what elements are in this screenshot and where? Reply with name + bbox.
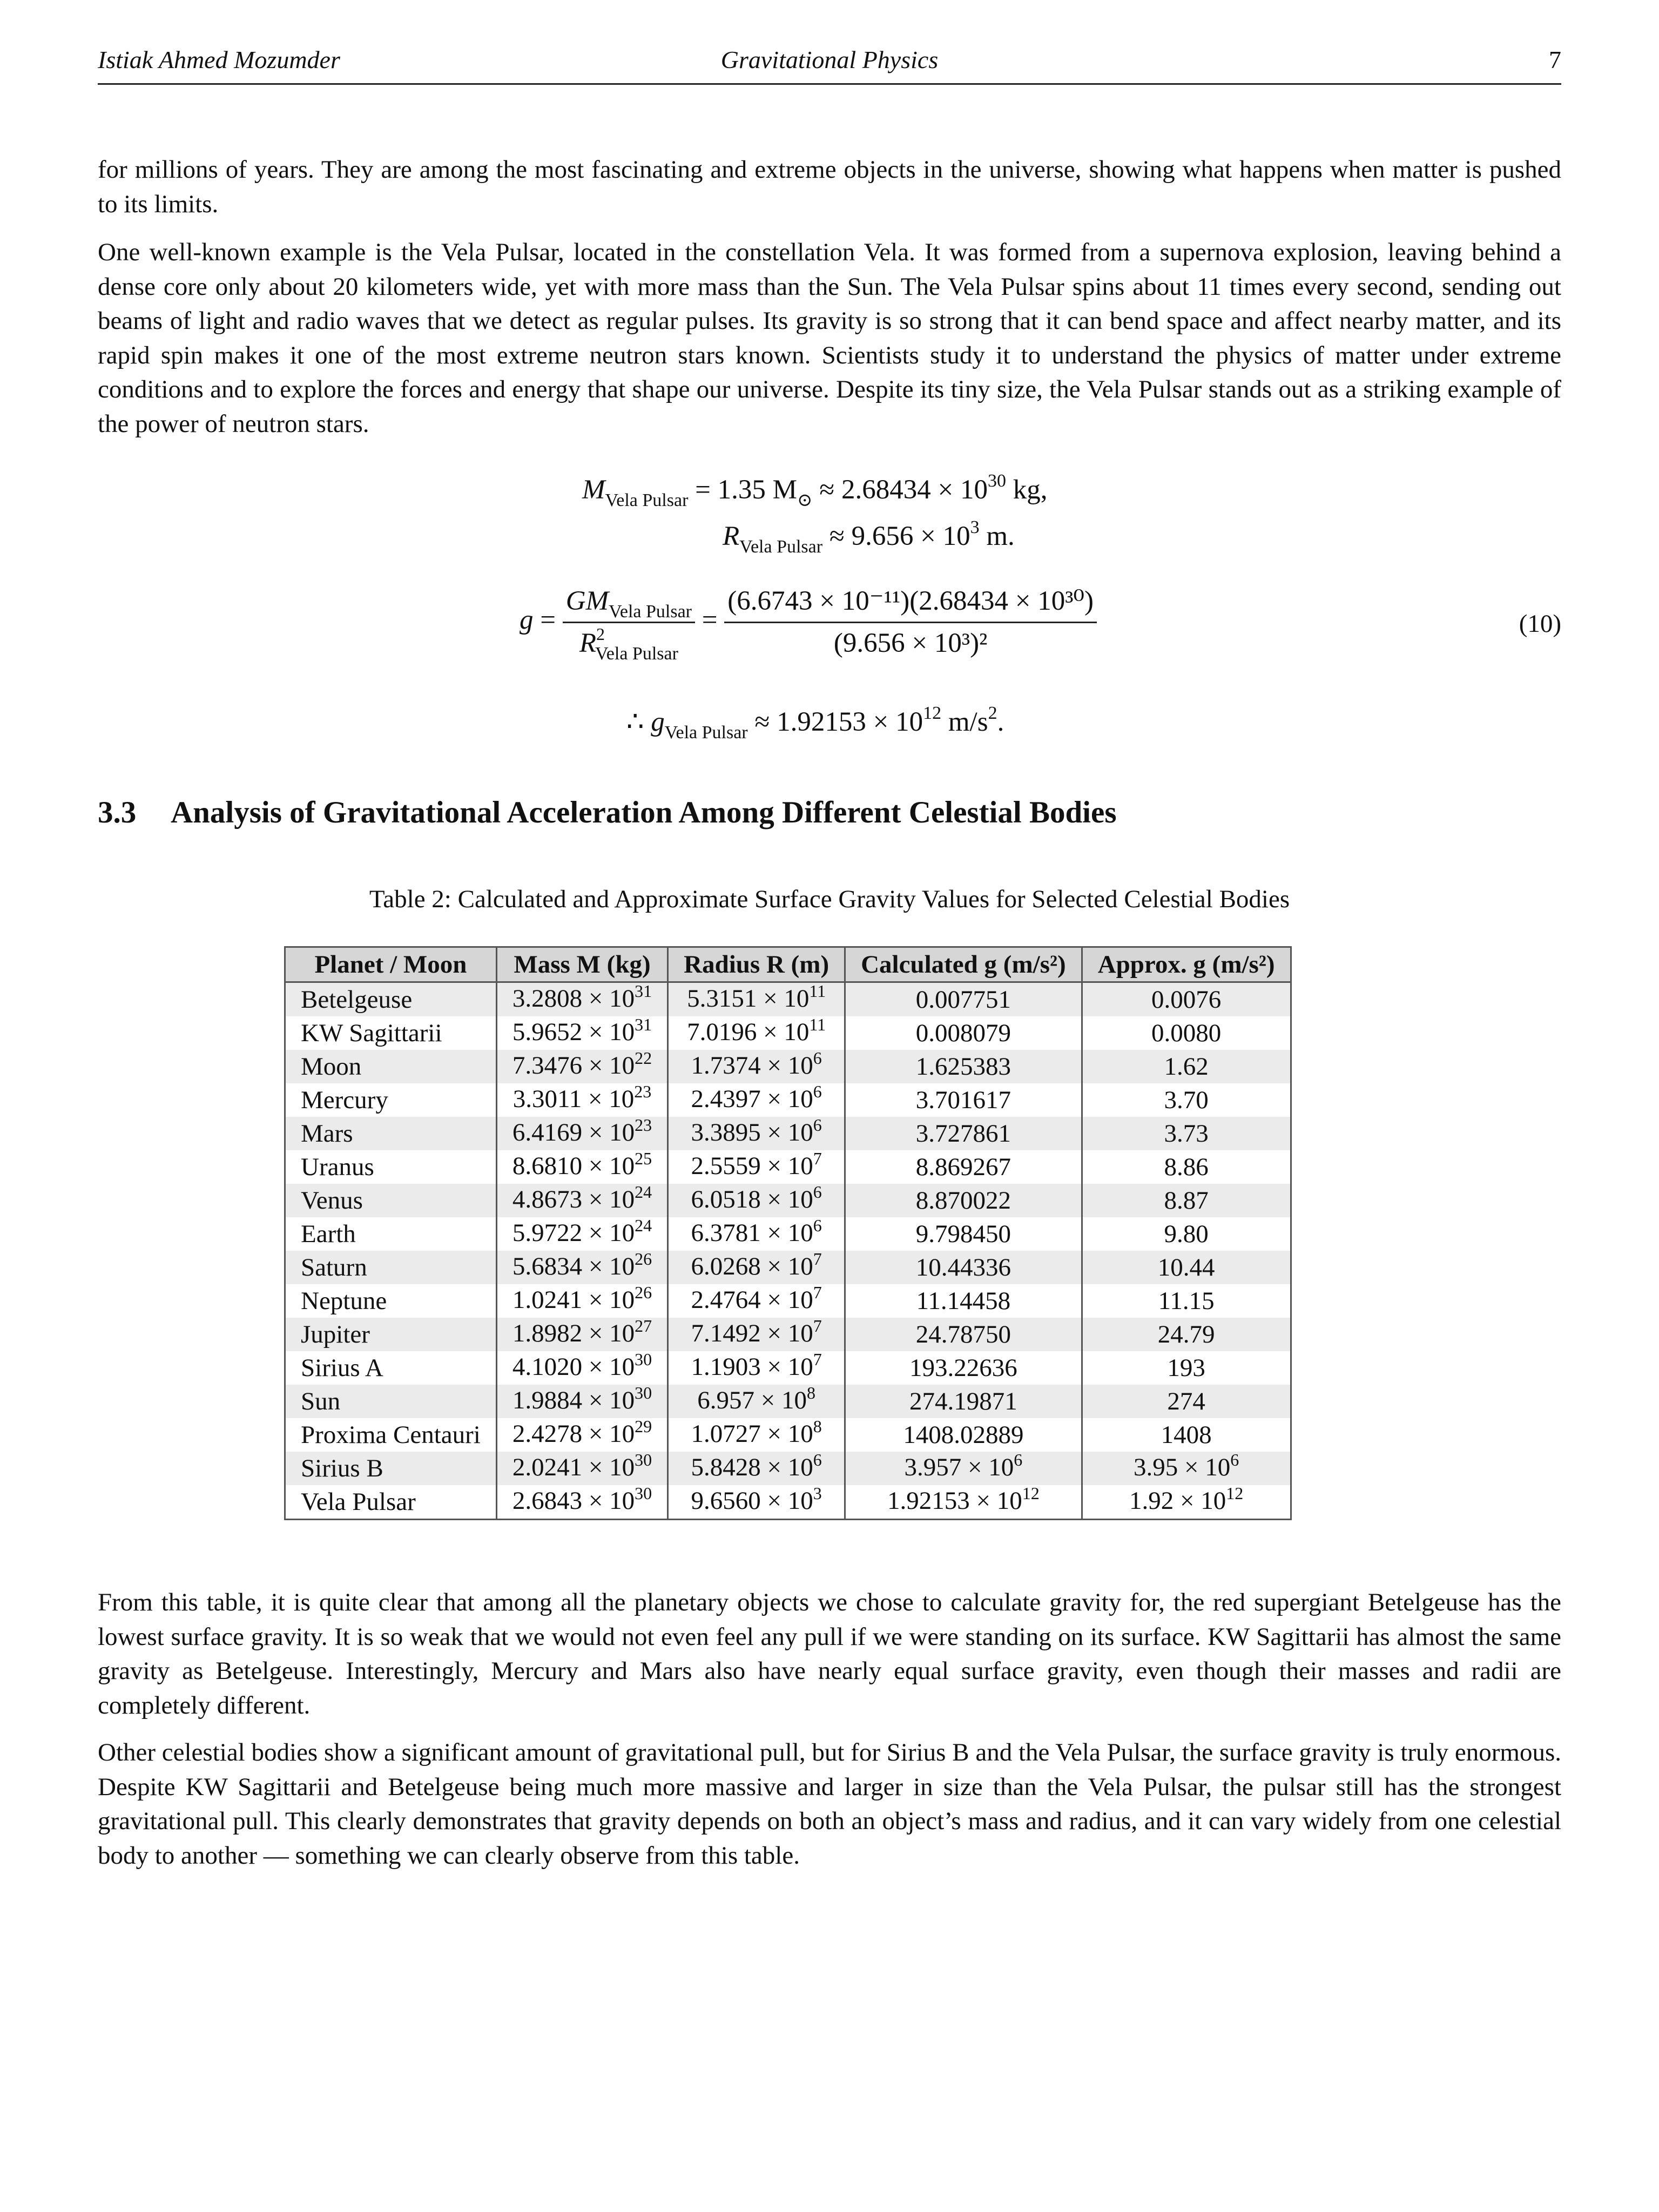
table-cell: $1.8982 \times 10^{27}$	[496, 1318, 667, 1351]
table-cell: 274	[1082, 1385, 1291, 1418]
table-cell: $3.3011 \times 10^{23}$	[496, 1083, 667, 1117]
table-cell: 0.0076	[1082, 982, 1291, 1017]
table-cell: 0.007751	[845, 982, 1082, 1017]
table-cell: Betelgeuse	[285, 982, 497, 1017]
table-row	[285, 1050, 1291, 1083]
page-number: 7	[1549, 46, 1561, 73]
table-row	[285, 1016, 1291, 1050]
paragraph-vela-pulsar: One well-known example is the Vela Pulsar, located in the constellation Vela. It was formed from a supernova explosion, leaving behind a dense core only about 20 kilometers wide, yet with more mass than the Sun. The Vela Pulsar spins about 11 times every second, sending out beams of light and radio waves that we detect as regular pulses. Its gravity is so strong that it can bend space and affect nearby matter, and its rapid spin makes it one of the most extreme neutron stars known. Scientists study it to understand the physics of matter under extreme conditions and to explore the forces and energy that shape our universe. Despite its tiny size, the Vela Pulsar stands out as a striking example of the power of neutron stars.	[98, 238, 1561, 438]
table-cell: $6.957 \times 10^8$	[668, 1385, 845, 1418]
table-cell: 8.87	[1082, 1184, 1291, 1217]
table-row	[285, 1217, 1291, 1251]
table-cell: $2.4397 \times 10^6$	[668, 1083, 845, 1117]
eq-radius-unit: m.	[979, 521, 1015, 551]
table-cell: 3.70	[1082, 1083, 1291, 1117]
table-cell: $1.92153 \times 10^{12}$	[845, 1485, 1082, 1520]
table-row	[285, 1385, 1291, 1418]
column-header: Approx. g (m/s²)	[1082, 947, 1291, 982]
eq-result-exponent: 12	[923, 703, 942, 723]
table-cell: $2.0241 \times 10^{30}$	[496, 1452, 667, 1485]
table-cell: $5.3151 \times 10^{11}$	[668, 982, 845, 1017]
paragraph-intro: for millions of years. They are among the most fascinating and extreme objects in the universe, showing what happens when matter is pushed to its limits.	[98, 156, 1561, 218]
gravity-table	[284, 946, 1292, 1520]
table-cell: 9.80	[1082, 1217, 1291, 1251]
eq-subscript: Vela Pulsar	[595, 644, 678, 664]
eq-subscript: Vela Pulsar	[664, 723, 748, 743]
header-author: Istiak Ahmed Mozumder	[98, 46, 340, 73]
table-cell: $5.9722 \times 10^{24}$	[496, 1217, 667, 1251]
equation-radius: $R_{Vela Pulsar} \approx 9.656 \times 10^3$ m.	[723, 517, 1015, 557]
table-body	[285, 982, 1291, 1520]
section-title: Analysis of Gravitational Acceleration Among Different Celestial Bodies	[171, 795, 1117, 830]
table-row	[285, 1150, 1291, 1184]
eq-numerator: (6.6743 × 10⁻¹¹)(2.68434 × 10³⁰)	[724, 588, 1097, 623]
table-cell: 8.870022	[845, 1184, 1082, 1217]
header-title: Gravitational Physics	[720, 46, 939, 73]
column-header: Calculated g (m/s²)	[845, 947, 1082, 982]
table-cell: $6.0518 \times 10^6$	[668, 1184, 845, 1217]
table-cell: $4.1020 \times 10^{30}$	[496, 1351, 667, 1385]
table-cell: 8.86	[1082, 1150, 1291, 1184]
paragraph-analysis: From this table, it is quite clear that among all the planetary objects we chose to calculate gravity for, the red supergiant Betelgeuse has the lowest surface gravity. It is so weak that we would not even feel any pull if we were standing on its surface. KW Sagittarii has almost the same gravity as Betelgeuse. Interestingly, Mercury and Mars also have nearly equal surface gravity, even though their masses and radii are completely different.	[98, 1588, 1561, 1719]
table-cell: Sun	[285, 1385, 497, 1418]
table-cell: $1.0241 \times 10^{26}$	[496, 1284, 667, 1318]
table-cell: Vela Pulsar	[285, 1485, 497, 1520]
table-cell: 1408.02889	[845, 1418, 1082, 1452]
table-cell: $2.4278 \times 10^{29}$	[496, 1418, 667, 1452]
table-row	[285, 1485, 1291, 1520]
table-cell: 24.78750	[845, 1318, 1082, 1351]
table-cell: Moon	[285, 1050, 497, 1083]
table-cell: $7.3476 \times 10^{22}$	[496, 1050, 667, 1083]
table-cell: Mercury	[285, 1083, 497, 1117]
table-cell: 11.15	[1082, 1284, 1291, 1318]
equation-mass: $M_{Vela Pulsar} = 1.35$ $M_⊙ \approx 2.68434 \times 10^{30}$ kg,	[582, 471, 1048, 510]
table-cell: Proxima Centauri	[285, 1418, 497, 1452]
table-cell: $7.1492 \times 10^7$	[668, 1318, 845, 1351]
running-header	[98, 45, 1561, 85]
column-header: Planet / Moon	[285, 947, 497, 982]
table-row	[285, 1418, 1291, 1452]
equation-number: (10)	[1519, 610, 1561, 638]
eq-mass-value: ≈ 2.68434 × 10	[819, 475, 988, 505]
table-cell: Sirius A	[285, 1351, 497, 1385]
eq-sun-symbol: ⊙	[797, 490, 813, 510]
table-cell: 3.701617	[845, 1083, 1082, 1117]
table-cell: $6.4169 \times 10^{23}$	[496, 1117, 667, 1150]
table-cell: $1.1903 \times 10^7$	[668, 1351, 845, 1385]
section-heading	[98, 795, 1117, 830]
table-row	[285, 1251, 1291, 1284]
table-cell: $7.0196 \times 10^{11}$	[668, 1016, 845, 1050]
column-header: Mass M (kg)	[496, 947, 667, 982]
table-cell: Jupiter	[285, 1318, 497, 1351]
section-number: 3.3	[98, 795, 137, 830]
table-cell: 9.798450	[845, 1217, 1082, 1251]
table-cell: 11.14458	[845, 1284, 1082, 1318]
table-cell: $6.3781 \times 10^6$	[668, 1217, 845, 1251]
table-cell: $9.6560 \times 10^3$	[668, 1485, 845, 1520]
table-cell: 1.625383	[845, 1050, 1082, 1083]
table-cell: Earth	[285, 1217, 497, 1251]
table-cell: 193.22636	[845, 1351, 1082, 1385]
table-row	[285, 1083, 1291, 1117]
table-cell: 24.79	[1082, 1318, 1291, 1351]
table-cell: $2.6843 \times 10^{30}$	[496, 1485, 667, 1520]
table-cell: 193	[1082, 1351, 1291, 1385]
table-row	[285, 1318, 1291, 1351]
table-header-row	[285, 947, 1291, 982]
table-cell: $3.95 \times 10^6$	[1082, 1452, 1291, 1485]
table-cell: Venus	[285, 1184, 497, 1217]
table-row	[285, 982, 1291, 1017]
table-row	[285, 1184, 1291, 1217]
table-cell: 10.44336	[845, 1251, 1082, 1284]
table-cell: $1.7374 \times 10^6$	[668, 1050, 845, 1083]
eq-therefore: ∴	[626, 707, 651, 737]
eq-mass-unit: kg,	[1006, 475, 1048, 505]
table-cell: $5.9652 \times 10^{31}$	[496, 1016, 667, 1050]
table-cell: 8.869267	[845, 1150, 1082, 1184]
eq-radius-value: ≈ 9.656 × 10	[829, 521, 970, 551]
table-cell: $3.957 \times 10^6$	[845, 1452, 1082, 1485]
table-cell: $2.5559 \times 10^7$	[668, 1150, 845, 1184]
eq-subscript: Vela Pulsar	[605, 490, 689, 510]
table-cell: $8.6810 \times 10^{25}$	[496, 1150, 667, 1184]
eq-mass-rhs: = 1.35 M	[695, 475, 798, 505]
table-cell: $6.0268 \times 10^7$	[668, 1251, 845, 1284]
table-cell: $4.8673 \times 10^{24}$	[496, 1184, 667, 1217]
table-cell: $3.2808 \times 10^{31}$	[496, 982, 667, 1017]
table-cell: $5.6834 \times 10^{26}$	[496, 1251, 667, 1284]
table-cell: 1408	[1082, 1418, 1291, 1452]
table-cell: $5.8428 \times 10^6$	[668, 1452, 845, 1485]
table-cell: Uranus	[285, 1150, 497, 1184]
eq-subscript: Vela Pulsar	[609, 602, 692, 622]
equation-result: ∴ $g_{Vela Pulsar} \approx 1.92153 \times 10^{12}$ $m/s^2$.	[626, 703, 1004, 743]
column-header: Radius R (m)	[668, 947, 845, 982]
table-cell: $3.3895 \times 10^6$	[668, 1117, 845, 1150]
table-row	[285, 1284, 1291, 1318]
table-caption: Table 2: Calculated and Approximate Surface Gravity Values for Selected Celestial Bodies	[369, 885, 1290, 913]
table-cell: 3.73	[1082, 1117, 1291, 1150]
eq-fraction-symbolic: $\frac{GM_{Vela Pulsar}}{R^2_{Vela Pulsar}}$	[563, 588, 695, 657]
table-cell: Mars	[285, 1117, 497, 1150]
table-cell: 10.44	[1082, 1251, 1291, 1284]
table-cell: 274.19871	[845, 1385, 1082, 1418]
table-cell: $1.9884 \times 10^{30}$	[496, 1385, 667, 1418]
table-cell: 0.008079	[845, 1016, 1082, 1050]
table-cell: $2.4764 \times 10^7$	[668, 1284, 845, 1318]
table-row	[285, 1351, 1291, 1385]
eq-radius-exponent: 3	[970, 517, 980, 537]
table-row	[285, 1117, 1291, 1150]
eq-subscript: Vela Pulsar	[739, 537, 823, 557]
table-row	[285, 1452, 1291, 1485]
table-cell: 3.727861	[845, 1117, 1082, 1150]
eq-result-value: ≈ 1.92153 × 10	[754, 707, 923, 737]
eq-result-unit: m/s	[941, 707, 988, 737]
table-cell: Neptune	[285, 1284, 497, 1318]
table-cell: $1.92 \times 10^{12}$	[1082, 1485, 1291, 1520]
table-cell: $1.0727 \times 10^8$	[668, 1418, 845, 1452]
eq-fraction-numeric	[724, 588, 1097, 657]
equation-gravity: g = $\frac{GM_{Vela Pulsar}}{R^2_{Vela Pulsar}}$ = $\frac{\text{(6.6743 × 10⁻¹¹)(2.68434 × 10³⁰)}}{\text{(9.656 × 10³)²}}$	[520, 588, 1097, 657]
paragraph-conclusion: Other celestial bodies show a significant amount of gravitational pull, but for Sirius B and the Vela Pulsar, the surface gravity is truly enormous. Despite KW Sagittarii and Betelgeuse being much more massive and larger in size than the Vela Pulsar, the pulsar still has the strongest gravitational pull. This clearly demonstrates that gravity depends on both an object’s mass and radius, and it can vary widely from one celestial body to another — something we can clearly observe from this table.	[98, 1738, 1561, 1870]
table-cell: Saturn	[285, 1251, 497, 1284]
table-cell: Sirius B	[285, 1452, 497, 1485]
table-cell: 0.0080	[1082, 1016, 1291, 1050]
eq-denominator: (9.656 × 10³)²	[833, 628, 988, 658]
table-cell: 1.62	[1082, 1050, 1291, 1083]
eq-mass-exponent: 30	[988, 471, 1007, 491]
table-cell: KW Sagittarii	[285, 1016, 497, 1050]
